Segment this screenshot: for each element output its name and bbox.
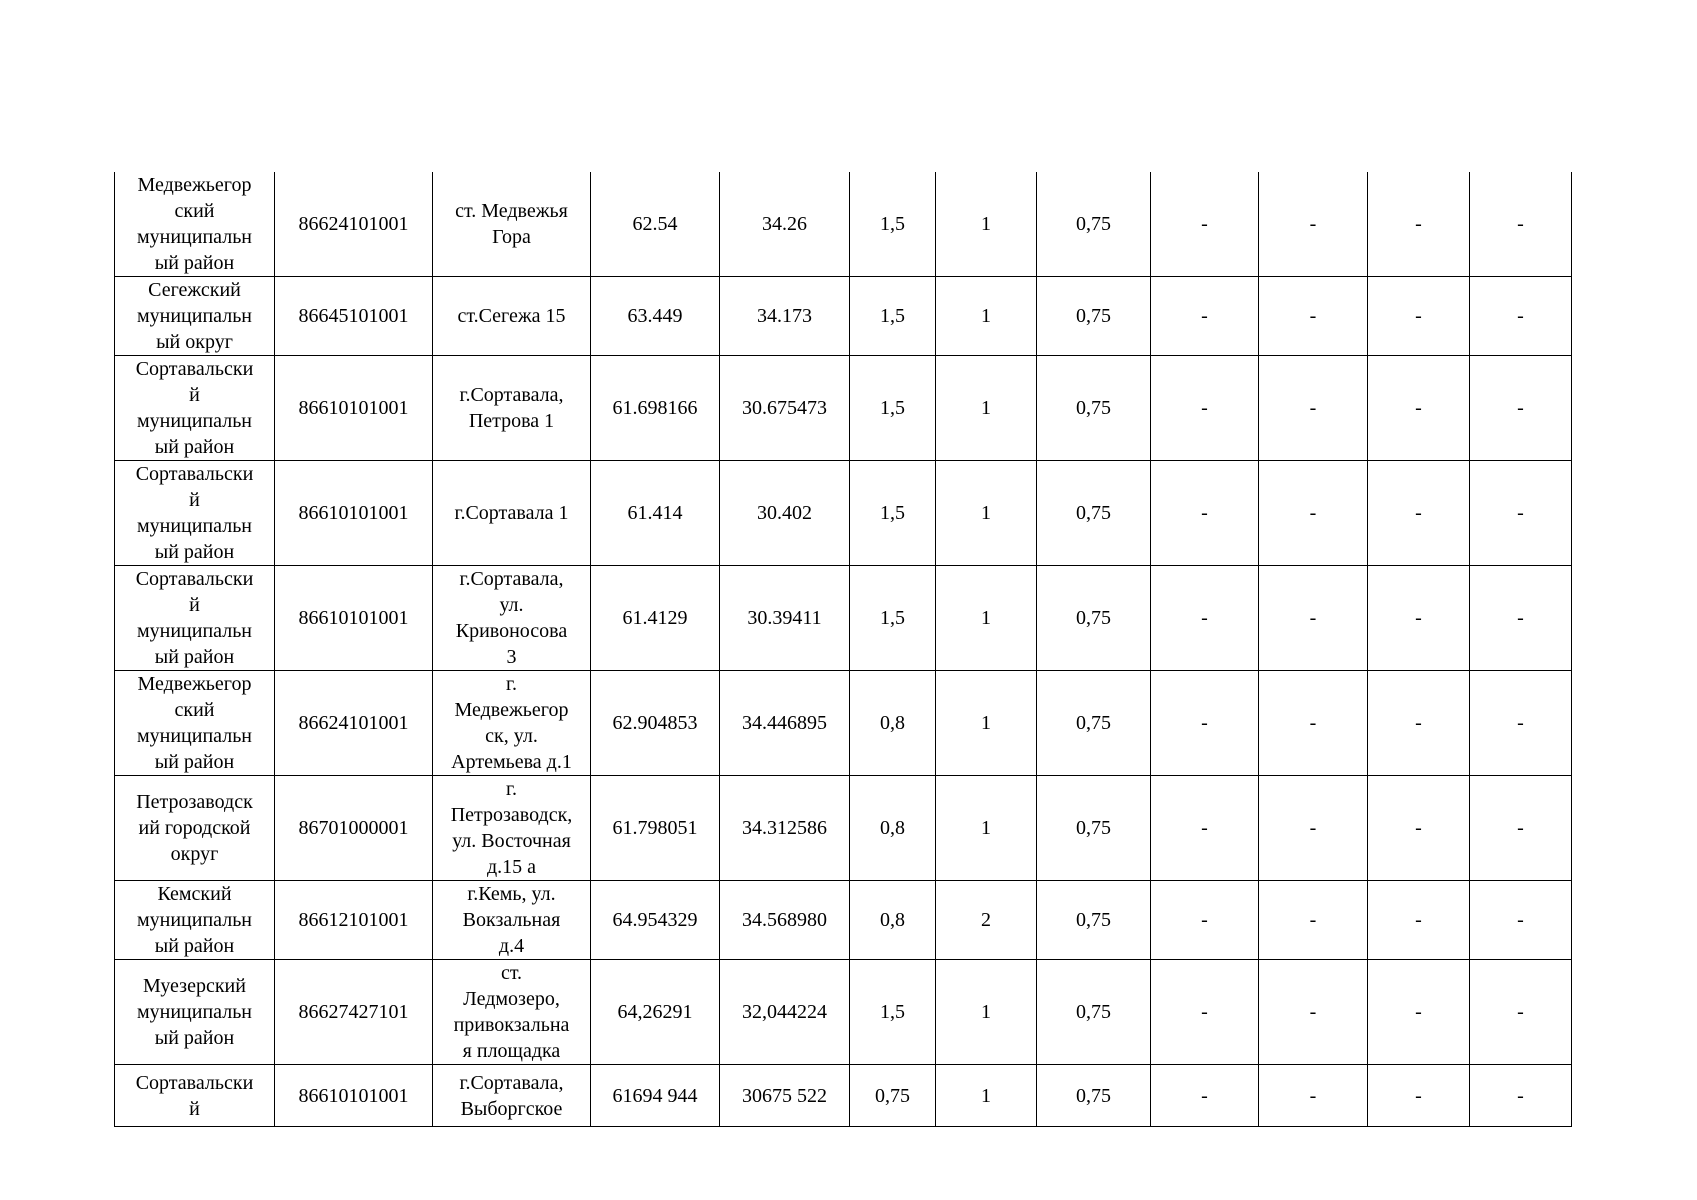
dash-cell-text: - xyxy=(1309,1084,1317,1107)
latitude-cell xyxy=(591,1065,720,1127)
latitude-cell xyxy=(591,566,720,671)
oktmo-cell-text: 86610101001 xyxy=(298,607,409,629)
longitude-cell-text: 30.39411 xyxy=(747,607,822,629)
dash-cell-text: - xyxy=(1415,712,1422,734)
table-row xyxy=(115,1065,1572,1127)
oktmo-cell xyxy=(275,566,433,671)
dash-cell-text: - xyxy=(1517,397,1524,419)
longitude-cell-text: 32,044224 xyxy=(742,1001,827,1023)
table-row xyxy=(115,776,1572,881)
count-cell-text: 1 xyxy=(981,607,991,629)
oktmo-cell-text: 86610101001 xyxy=(298,397,409,419)
table-row xyxy=(115,881,1572,960)
oktmo-cell-text: 86645101001 xyxy=(298,305,409,327)
address-cell-text: ст. Ледмозеро, привокзальна я площадка xyxy=(453,962,570,1062)
longitude-cell xyxy=(720,461,850,566)
oktmo-cell-text: 86624101001 xyxy=(298,213,409,235)
dash-cell-text: - xyxy=(1517,607,1524,629)
longitude-cell xyxy=(720,881,850,960)
address-cell-text: г.Кемь, ул. Вокзальная д.4 xyxy=(462,883,561,957)
coefficient-cell-text: 0,75 xyxy=(1076,1084,1111,1107)
oktmo-cell-text: 86701000001 xyxy=(298,817,409,839)
longitude-cell-text: 30.402 xyxy=(757,502,812,524)
district-cell xyxy=(115,776,275,881)
dash-cell-text: - xyxy=(1415,502,1422,524)
coefficient-cell-text: 0,75 xyxy=(1076,305,1111,327)
dash-cell xyxy=(1368,277,1470,356)
dash-cell xyxy=(1368,776,1470,881)
stations-table xyxy=(114,172,1572,1127)
value-cell xyxy=(850,461,936,566)
oktmo-cell-text: 86627427101 xyxy=(298,1001,409,1023)
address-cell-text: г.Сортавала, Выборгское xyxy=(459,1071,564,1120)
dash-cell-text: - xyxy=(1415,1084,1422,1107)
latitude-cell-text: 61.798051 xyxy=(612,817,698,839)
dash-cell xyxy=(1368,881,1470,960)
value-cell-text: 0,75 xyxy=(875,1084,910,1107)
value-cell-text: 1,5 xyxy=(880,213,905,235)
district-cell-text: Медвежьегор ский муниципальн ый район xyxy=(136,673,253,773)
value-cell xyxy=(850,356,936,461)
table-row xyxy=(115,277,1572,356)
dash-cell-text: - xyxy=(1309,397,1317,419)
dash-cell-text: - xyxy=(1309,712,1317,734)
dash-cell xyxy=(1151,461,1259,566)
table-row xyxy=(115,356,1572,461)
dash-cell xyxy=(1151,881,1259,960)
value-cell xyxy=(850,776,936,881)
address-cell-text: ст.Сегежа 15 xyxy=(457,305,566,327)
dash-cell-text: - xyxy=(1415,607,1422,629)
dash-cell xyxy=(1151,172,1259,277)
district-cell-text: Сортавальски й xyxy=(135,1071,254,1120)
coefficient-cell-text: 0,75 xyxy=(1076,817,1111,839)
dash-cell-text: - xyxy=(1201,1001,1208,1023)
address-cell xyxy=(433,776,591,881)
dash-cell-text: - xyxy=(1201,817,1208,839)
dash-cell xyxy=(1368,172,1470,277)
address-cell xyxy=(433,172,591,277)
address-cell xyxy=(433,671,591,776)
count-cell-text: 1 xyxy=(981,712,991,734)
count-cell xyxy=(936,776,1037,881)
dash-cell-text: - xyxy=(1309,909,1317,931)
district-cell-text: Сортавальски й муниципальн ый район xyxy=(135,568,254,668)
district-cell xyxy=(115,461,275,566)
latitude-cell-text: 61.414 xyxy=(627,502,683,524)
coefficient-cell xyxy=(1037,1065,1151,1127)
dash-cell-text: - xyxy=(1201,213,1208,235)
longitude-cell-text: 30.675473 xyxy=(742,397,827,419)
address-cell xyxy=(433,277,591,356)
dash-cell xyxy=(1151,776,1259,881)
count-cell xyxy=(936,356,1037,461)
dash-cell-text: - xyxy=(1415,817,1422,839)
dash-cell-text: - xyxy=(1309,817,1317,839)
count-cell-text: 2 xyxy=(981,909,991,931)
table-row xyxy=(115,566,1572,671)
dash-cell xyxy=(1368,1065,1470,1127)
dash-cell xyxy=(1151,277,1259,356)
table-row xyxy=(115,172,1572,277)
latitude-cell-text: 63.449 xyxy=(627,305,683,327)
district-cell xyxy=(115,566,275,671)
dash-cell-text: - xyxy=(1201,712,1208,734)
count-cell xyxy=(936,1065,1037,1127)
dash-cell-text: - xyxy=(1201,1084,1208,1107)
latitude-cell xyxy=(591,356,720,461)
table-row xyxy=(115,671,1572,776)
oktmo-cell xyxy=(275,172,433,277)
dash-cell-text: - xyxy=(1415,397,1422,419)
longitude-cell-text: 34.446895 xyxy=(742,712,827,734)
dash-cell-text: - xyxy=(1201,607,1208,629)
dash-cell xyxy=(1368,461,1470,566)
district-cell xyxy=(115,671,275,776)
dash-cell xyxy=(1368,960,1470,1065)
dash-cell xyxy=(1259,881,1368,960)
coefficient-cell xyxy=(1037,277,1151,356)
longitude-cell xyxy=(720,356,850,461)
longitude-cell xyxy=(720,277,850,356)
coefficient-cell-text: 0,75 xyxy=(1076,502,1111,524)
district-cell-text: Медвежьегор ский муниципальн ый район xyxy=(136,174,253,274)
longitude-cell-text: 34.312586 xyxy=(742,817,827,839)
latitude-cell-text: 64,26291 xyxy=(617,1001,693,1023)
oktmo-cell-text: 86612101001 xyxy=(298,909,409,931)
dash-cell xyxy=(1259,172,1368,277)
dash-cell xyxy=(1151,566,1259,671)
oktmo-cell xyxy=(275,881,433,960)
count-cell-text: 1 xyxy=(981,817,991,839)
dash-cell-text: - xyxy=(1517,909,1524,931)
value-cell-text: 0,8 xyxy=(880,712,905,734)
district-cell-text: Сортавальски й муниципальн ый район xyxy=(135,358,254,458)
value-cell-text: 0,8 xyxy=(880,817,905,839)
count-cell xyxy=(936,960,1037,1065)
dash-cell-text: - xyxy=(1415,305,1422,327)
dash-cell-text: - xyxy=(1415,909,1422,931)
dash-cell-text: - xyxy=(1517,1001,1524,1023)
longitude-cell xyxy=(720,172,850,277)
address-cell xyxy=(433,461,591,566)
oktmo-cell-text: 86610101001 xyxy=(298,1084,409,1107)
address-cell-text: г. Медвежьегор ск, ул. Артемьева д.1 xyxy=(451,673,572,773)
district-cell-text: Сегежский муниципальн ый округ xyxy=(136,279,253,353)
address-cell-text: г.Сортавала 1 xyxy=(454,502,569,524)
count-cell-text: 1 xyxy=(981,305,991,327)
district-cell-text: Кемский муниципальн ый район xyxy=(136,883,253,957)
district-cell xyxy=(115,172,275,277)
coefficient-cell-text: 0,75 xyxy=(1076,712,1111,734)
longitude-cell xyxy=(720,776,850,881)
coefficient-cell xyxy=(1037,881,1151,960)
value-cell xyxy=(850,566,936,671)
count-cell-text: 1 xyxy=(981,1084,991,1107)
value-cell-text: 1,5 xyxy=(880,607,905,629)
dash-cell xyxy=(1368,356,1470,461)
dash-cell-text: - xyxy=(1309,607,1317,629)
district-cell-text: Муезерский муниципальн ый район xyxy=(136,975,253,1049)
latitude-cell-text: 64.954329 xyxy=(612,909,698,931)
count-cell xyxy=(936,277,1037,356)
value-cell-text: 1,5 xyxy=(880,502,905,524)
oktmo-cell xyxy=(275,776,433,881)
longitude-cell xyxy=(720,566,850,671)
dash-cell-text: - xyxy=(1517,817,1524,839)
coefficient-cell-text: 0,75 xyxy=(1076,607,1111,629)
latitude-cell-text: 62.904853 xyxy=(612,712,698,734)
value-cell-text: 1,5 xyxy=(880,397,905,419)
oktmo-cell xyxy=(275,461,433,566)
dash-cell xyxy=(1259,1065,1368,1127)
dash-cell-text: - xyxy=(1201,502,1208,524)
address-cell xyxy=(433,1065,591,1127)
count-cell xyxy=(936,671,1037,776)
district-cell xyxy=(115,277,275,356)
dash-cell-text: - xyxy=(1201,909,1208,931)
dash-cell xyxy=(1470,881,1572,960)
coefficient-cell-text: 0,75 xyxy=(1076,397,1111,419)
count-cell xyxy=(936,461,1037,566)
count-cell-text: 1 xyxy=(981,397,991,419)
district-cell xyxy=(115,356,275,461)
dash-cell-text: - xyxy=(1309,1001,1317,1023)
address-cell-text: г.Сортавала, ул. Кривоносова 3 xyxy=(455,568,568,668)
dash-cell xyxy=(1151,1065,1259,1127)
dash-cell-text: - xyxy=(1201,305,1208,327)
value-cell xyxy=(850,960,936,1065)
value-cell xyxy=(850,1065,936,1127)
address-cell-text: г.Сортавала, Петрова 1 xyxy=(459,384,564,432)
address-cell xyxy=(433,566,591,671)
dash-cell xyxy=(1151,960,1259,1065)
oktmo-cell xyxy=(275,1065,433,1127)
address-cell xyxy=(433,881,591,960)
oktmo-cell-text: 86610101001 xyxy=(298,502,409,524)
latitude-cell xyxy=(591,881,720,960)
district-cell xyxy=(115,881,275,960)
dash-cell xyxy=(1259,356,1368,461)
district-cell xyxy=(115,960,275,1065)
coefficient-cell xyxy=(1037,461,1151,566)
latitude-cell-text: 62.54 xyxy=(632,213,678,235)
dash-cell xyxy=(1259,960,1368,1065)
value-cell xyxy=(850,671,936,776)
table-row xyxy=(115,461,1572,566)
longitude-cell-text: 34.173 xyxy=(757,305,812,327)
table-body xyxy=(115,172,1572,1127)
coefficient-cell xyxy=(1037,172,1151,277)
longitude-cell xyxy=(720,960,850,1065)
district-cell xyxy=(115,1065,275,1127)
district-cell-text: Петрозаводск ий городской округ xyxy=(136,791,253,865)
oktmo-cell xyxy=(275,671,433,776)
dash-cell xyxy=(1470,461,1572,566)
count-cell-text: 1 xyxy=(981,213,991,235)
coefficient-cell xyxy=(1037,566,1151,671)
dash-cell-text: - xyxy=(1309,213,1317,235)
dash-cell-text: - xyxy=(1517,213,1524,235)
dash-cell xyxy=(1151,356,1259,461)
oktmo-cell xyxy=(275,960,433,1065)
longitude-cell-text: 34.568980 xyxy=(742,909,827,931)
dash-cell xyxy=(1470,566,1572,671)
coefficient-cell xyxy=(1037,671,1151,776)
value-cell xyxy=(850,172,936,277)
dash-cell xyxy=(1470,277,1572,356)
dash-cell xyxy=(1259,671,1368,776)
longitude-cell xyxy=(720,1065,850,1127)
longitude-cell-text: 34.26 xyxy=(762,213,807,235)
address-cell-text: ст. Медвежья Гора xyxy=(455,200,568,248)
latitude-cell xyxy=(591,172,720,277)
latitude-cell xyxy=(591,461,720,566)
latitude-cell xyxy=(591,776,720,881)
address-cell xyxy=(433,960,591,1065)
oktmo-cell-text: 86624101001 xyxy=(298,712,409,734)
value-cell xyxy=(850,881,936,960)
value-cell-text: 1,5 xyxy=(880,1001,905,1023)
dash-cell-text: - xyxy=(1517,502,1524,524)
latitude-cell xyxy=(591,277,720,356)
dash-cell-text: - xyxy=(1517,712,1524,734)
coefficient-cell-text: 0,75 xyxy=(1076,213,1111,235)
dash-cell xyxy=(1470,356,1572,461)
dash-cell xyxy=(1368,566,1470,671)
longitude-cell-text: 30675 522 xyxy=(742,1084,827,1107)
oktmo-cell xyxy=(275,277,433,356)
count-cell xyxy=(936,566,1037,671)
dash-cell xyxy=(1470,960,1572,1065)
dash-cell xyxy=(1259,461,1368,566)
coefficient-cell-text: 0,75 xyxy=(1076,1001,1111,1023)
dash-cell xyxy=(1470,671,1572,776)
address-cell-text: г. Петрозаводск, ул. Восточная д.15 а xyxy=(450,778,573,878)
count-cell-text: 1 xyxy=(981,502,991,524)
dash-cell-text: - xyxy=(1415,1001,1422,1023)
dash-cell-text: - xyxy=(1517,1084,1524,1107)
oktmo-cell xyxy=(275,356,433,461)
coefficient-cell-text: 0,75 xyxy=(1076,909,1111,931)
dash-cell xyxy=(1151,671,1259,776)
dash-cell xyxy=(1259,277,1368,356)
dash-cell xyxy=(1470,776,1572,881)
dash-cell xyxy=(1470,172,1572,277)
dash-cell xyxy=(1470,1065,1572,1127)
value-cell-text: 0,8 xyxy=(880,909,905,931)
latitude-cell xyxy=(591,671,720,776)
coefficient-cell xyxy=(1037,776,1151,881)
dash-cell xyxy=(1259,776,1368,881)
table-row xyxy=(115,960,1572,1065)
dash-cell-text: - xyxy=(1309,305,1317,327)
longitude-cell xyxy=(720,671,850,776)
dash-cell-text: - xyxy=(1517,305,1524,327)
coefficient-cell xyxy=(1037,960,1151,1065)
dash-cell xyxy=(1368,671,1470,776)
latitude-cell-text: 61694 944 xyxy=(612,1084,698,1107)
dash-cell-text: - xyxy=(1201,397,1208,419)
latitude-cell xyxy=(591,960,720,1065)
dash-cell-text: - xyxy=(1415,213,1422,235)
address-cell xyxy=(433,356,591,461)
dash-cell-text: - xyxy=(1309,502,1317,524)
coefficient-cell xyxy=(1037,356,1151,461)
district-cell-text: Сортавальски й муниципальн ый район xyxy=(135,463,254,563)
value-cell-text: 1,5 xyxy=(880,305,905,327)
latitude-cell-text: 61.698166 xyxy=(612,397,698,419)
count-cell xyxy=(936,881,1037,960)
latitude-cell-text: 61.4129 xyxy=(622,607,688,629)
value-cell xyxy=(850,277,936,356)
count-cell-text: 1 xyxy=(981,1001,991,1023)
dash-cell xyxy=(1259,566,1368,671)
count-cell xyxy=(936,172,1037,277)
